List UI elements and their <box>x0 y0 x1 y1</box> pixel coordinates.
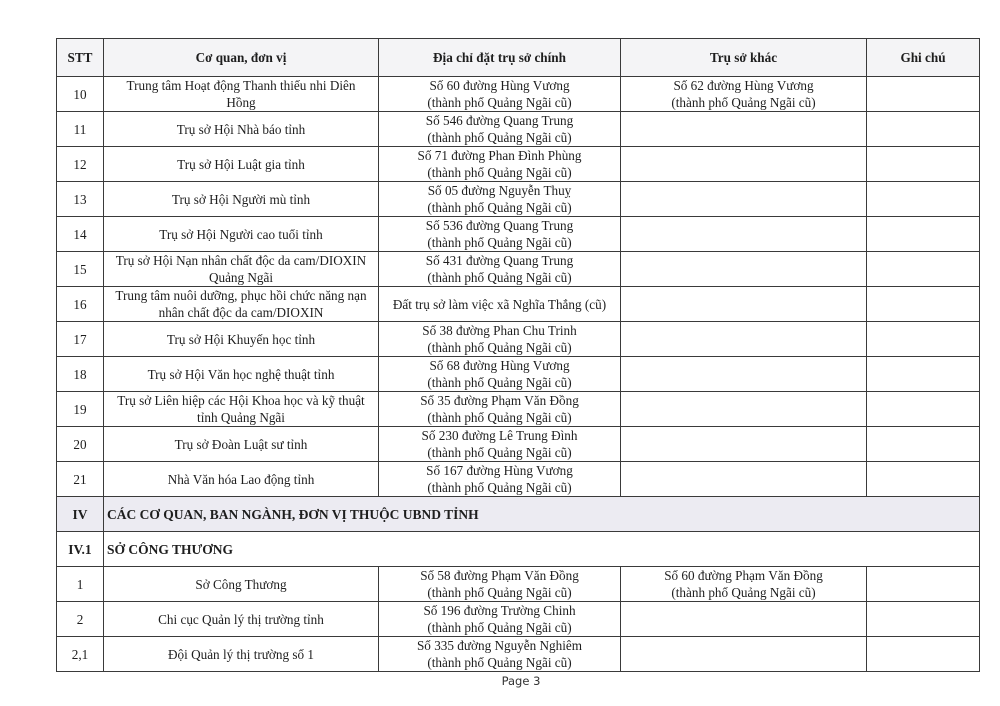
table-row <box>57 427 980 462</box>
main-address-line: Số 167 đường Hùng Vương <box>426 463 573 478</box>
unit-line: Trụ sở Liên hiệp các Hội Khoa học và kỹ thuật <box>117 393 365 408</box>
other-address-cell <box>621 182 867 217</box>
table-body-group-a <box>57 77 980 497</box>
unit-line: Trung tâm nuôi dưỡng, phục hồi chức năng nạn <box>115 288 367 303</box>
note-cell <box>867 182 980 217</box>
main-address-line: (thành phố Quảng Ngãi cũ) <box>427 375 572 390</box>
unit-cell <box>104 112 379 147</box>
main-address-line: Số 35 đường Phạm Văn Đồng <box>420 393 579 408</box>
unit-line: tỉnh Quảng Ngãi <box>197 410 285 425</box>
main-address-cell <box>379 182 621 217</box>
note-cell <box>867 427 980 462</box>
header-main-address: Địa chỉ đặt trụ sở chính <box>379 39 621 77</box>
main-address-line: Số 546 đường Quang Trung <box>425 113 574 128</box>
other-address-line: Số 60 đường Phạm Văn Đồng <box>664 568 823 583</box>
note-cell <box>867 462 980 497</box>
other-address-cell <box>621 392 867 427</box>
table-row <box>57 357 980 392</box>
stt-cell: 18 <box>57 357 104 392</box>
unit-line: Hồng <box>226 95 256 110</box>
other-address-cell <box>621 77 867 112</box>
main-address-line: (thành phố Quảng Ngãi cũ) <box>427 410 572 425</box>
main-address-line: (thành phố Quảng Ngãi cũ) <box>427 200 572 215</box>
main-address-line: Số 68 đường Hùng Vương <box>429 358 570 373</box>
note-cell <box>867 637 980 672</box>
unit-line: Trụ sở Hội Văn học nghệ thuật tỉnh <box>147 366 335 382</box>
main-address-cell <box>379 147 621 182</box>
other-address-cell <box>621 637 867 672</box>
other-address-line: Số 62 đường Hùng Vương <box>673 78 814 93</box>
other-address-cell <box>621 357 867 392</box>
main-address-cell <box>379 112 621 147</box>
main-address-line: (thành phố Quảng Ngãi cũ) <box>427 620 572 635</box>
page-number: Page 3 <box>501 674 541 688</box>
other-address-cell <box>621 252 867 287</box>
unit-line: Trung tâm Hoạt động Thanh thiếu nhi Diên <box>126 78 356 93</box>
unit-cell <box>104 252 379 287</box>
table-row <box>57 217 980 252</box>
other-address-cell <box>621 147 867 182</box>
note-cell <box>867 112 980 147</box>
main-address-line: Số 71 đường Phan Đình Phùng <box>417 148 582 163</box>
unit-cell <box>104 567 379 602</box>
main-address-line: Số 230 đường Lê Trung Đình <box>421 428 578 443</box>
stt-cell: 19 <box>57 392 104 427</box>
note-cell <box>867 567 980 602</box>
table-row <box>57 287 980 322</box>
unit-line: Nhà Văn hóa Lao động tỉnh <box>167 471 315 487</box>
other-address-line: (thành phố Quảng Ngãi cũ) <box>671 95 816 110</box>
main-address-line: (thành phố Quảng Ngãi cũ) <box>427 130 572 145</box>
unit-cell <box>104 217 379 252</box>
main-address-line: (thành phố Quảng Ngãi cũ) <box>427 480 572 495</box>
stt-cell: 2 <box>57 602 104 637</box>
table-row <box>57 462 980 497</box>
table-row <box>57 182 980 217</box>
table-body-section <box>57 497 980 567</box>
note-cell <box>867 147 980 182</box>
table-row <box>57 77 980 112</box>
note-cell <box>867 392 980 427</box>
unit-line: Trụ sở Đoàn Luật sư tỉnh <box>174 436 308 452</box>
main-address-line: Số 431 đường Quang Trung <box>425 253 574 268</box>
main-address-cell <box>379 567 621 602</box>
note-cell <box>867 252 980 287</box>
note-cell <box>867 217 980 252</box>
main-address-line: (thành phố Quảng Ngãi cũ) <box>427 585 572 600</box>
main-address-cell <box>379 427 621 462</box>
note-cell <box>867 287 980 322</box>
main-address-line: Số 58 đường Phạm Văn Đồng <box>420 568 579 583</box>
main-address-line: Số 536 đường Quang Trung <box>425 218 574 233</box>
unit-line: Trụ sở Hội Luật gia tỉnh <box>177 156 305 172</box>
unit-cell <box>104 77 379 112</box>
main-address-cell <box>379 462 621 497</box>
page-footer <box>0 674 1000 688</box>
unit-cell <box>104 602 379 637</box>
main-address-line: Số 60 đường Hùng Vương <box>429 78 570 93</box>
unit-line: nhân chất độc da cam/DIOXIN <box>158 305 324 320</box>
stt-cell: 1 <box>57 567 104 602</box>
unit-line: Trụ sở Hội Nạn nhân chất độc da cam/DIOXIN <box>115 253 367 268</box>
unit-cell <box>104 147 379 182</box>
other-address-cell <box>621 427 867 462</box>
unit-cell <box>104 392 379 427</box>
unit-line: Sở Công Thương <box>195 576 287 592</box>
table-row <box>57 392 980 427</box>
unit-line: Trụ sở Hội Nhà báo tỉnh <box>176 121 306 137</box>
note-cell <box>867 322 980 357</box>
header-stt: STT <box>57 39 104 77</box>
subsection-number: IV.1 <box>57 532 104 567</box>
note-cell <box>867 77 980 112</box>
table-row <box>57 252 980 287</box>
main-address-line: (thành phố Quảng Ngãi cũ) <box>427 445 572 460</box>
main-address-line: Số 335 đường Nguyễn Nghiêm <box>416 638 583 653</box>
table-body-group-b <box>57 567 980 672</box>
unit-cell <box>104 427 379 462</box>
stt-cell: 15 <box>57 252 104 287</box>
main-address-cell <box>379 637 621 672</box>
unit-line: Trụ sở Hội Người cao tuổi tỉnh <box>159 226 323 242</box>
table-row <box>57 602 980 637</box>
stt-cell: 16 <box>57 287 104 322</box>
other-address-line: (thành phố Quảng Ngãi cũ) <box>671 585 816 600</box>
main-address-cell <box>379 287 621 322</box>
stt-cell: 21 <box>57 462 104 497</box>
stt-cell: 20 <box>57 427 104 462</box>
unit-line: Trụ sở Hội Người mù tỉnh <box>171 191 311 207</box>
unit-cell <box>104 357 379 392</box>
stt-cell: 11 <box>57 112 104 147</box>
header-note: Ghi chú <box>867 39 980 77</box>
table-row <box>57 147 980 182</box>
subsection-title: SỞ CÔNG THƯƠNG <box>104 532 980 567</box>
other-address-cell <box>621 112 867 147</box>
facilities-table <box>56 38 980 672</box>
table-row <box>57 637 980 672</box>
stt-cell: 14 <box>57 217 104 252</box>
section-row <box>57 497 980 532</box>
main-address-line: Số 38 đường Phan Chu Trinh <box>422 323 577 338</box>
other-address-cell <box>621 287 867 322</box>
table-header-row <box>57 39 980 77</box>
unit-cell <box>104 462 379 497</box>
note-cell <box>867 357 980 392</box>
unit-cell <box>104 287 379 322</box>
unit-line: Trụ sở Hội Khuyến học tỉnh <box>166 331 316 347</box>
stt-cell: 2,1 <box>57 637 104 672</box>
unit-cell <box>104 182 379 217</box>
unit-line: Quảng Ngãi <box>208 270 274 285</box>
main-address-line: (thành phố Quảng Ngãi cũ) <box>427 655 572 670</box>
other-address-cell <box>621 462 867 497</box>
main-address-cell <box>379 602 621 637</box>
main-address-cell <box>379 392 621 427</box>
other-address-cell <box>621 322 867 357</box>
main-address-line: Số 196 đường Trường Chinh <box>423 603 576 618</box>
other-address-cell <box>621 602 867 637</box>
main-address-line: (thành phố Quảng Ngãi cũ) <box>427 340 572 355</box>
main-address-line: Số 05 đường Nguyễn Thuỵ <box>427 183 572 198</box>
header-unit: Cơ quan, đơn vị <box>104 39 379 77</box>
other-address-cell <box>621 217 867 252</box>
main-address-cell <box>379 217 621 252</box>
section-title: CÁC CƠ QUAN, BAN NGÀNH, ĐƠN VỊ THUỘC UBND TỈNH <box>104 497 980 532</box>
main-address-cell <box>379 357 621 392</box>
main-address-cell <box>379 252 621 287</box>
stt-cell: 13 <box>57 182 104 217</box>
stt-cell: 12 <box>57 147 104 182</box>
unit-cell <box>104 637 379 672</box>
unit-line: Đội Quản lý thị trường số 1 <box>168 646 314 662</box>
main-address-line: (thành phố Quảng Ngãi cũ) <box>427 270 572 285</box>
other-address-cell <box>621 567 867 602</box>
unit-line: Chi cục Quản lý thị trường tỉnh <box>158 611 324 627</box>
header-other-address: Trụ sở khác <box>621 39 867 77</box>
stt-cell: 17 <box>57 322 104 357</box>
main-address-line: (thành phố Quảng Ngãi cũ) <box>427 95 572 110</box>
section-number: IV <box>57 497 104 532</box>
stt-cell: 10 <box>57 77 104 112</box>
main-address-line: (thành phố Quảng Ngãi cũ) <box>427 235 572 250</box>
note-cell <box>867 602 980 637</box>
main-address-line: (thành phố Quảng Ngãi cũ) <box>427 165 572 180</box>
unit-cell <box>104 322 379 357</box>
main-address-cell <box>379 322 621 357</box>
subsection-row <box>57 532 980 567</box>
main-address-line: Đất trụ sở làm việc xã Nghĩa Thắng (cũ) <box>392 296 607 312</box>
table-row <box>57 567 980 602</box>
table-row <box>57 322 980 357</box>
table-row <box>57 112 980 147</box>
main-address-cell <box>379 77 621 112</box>
